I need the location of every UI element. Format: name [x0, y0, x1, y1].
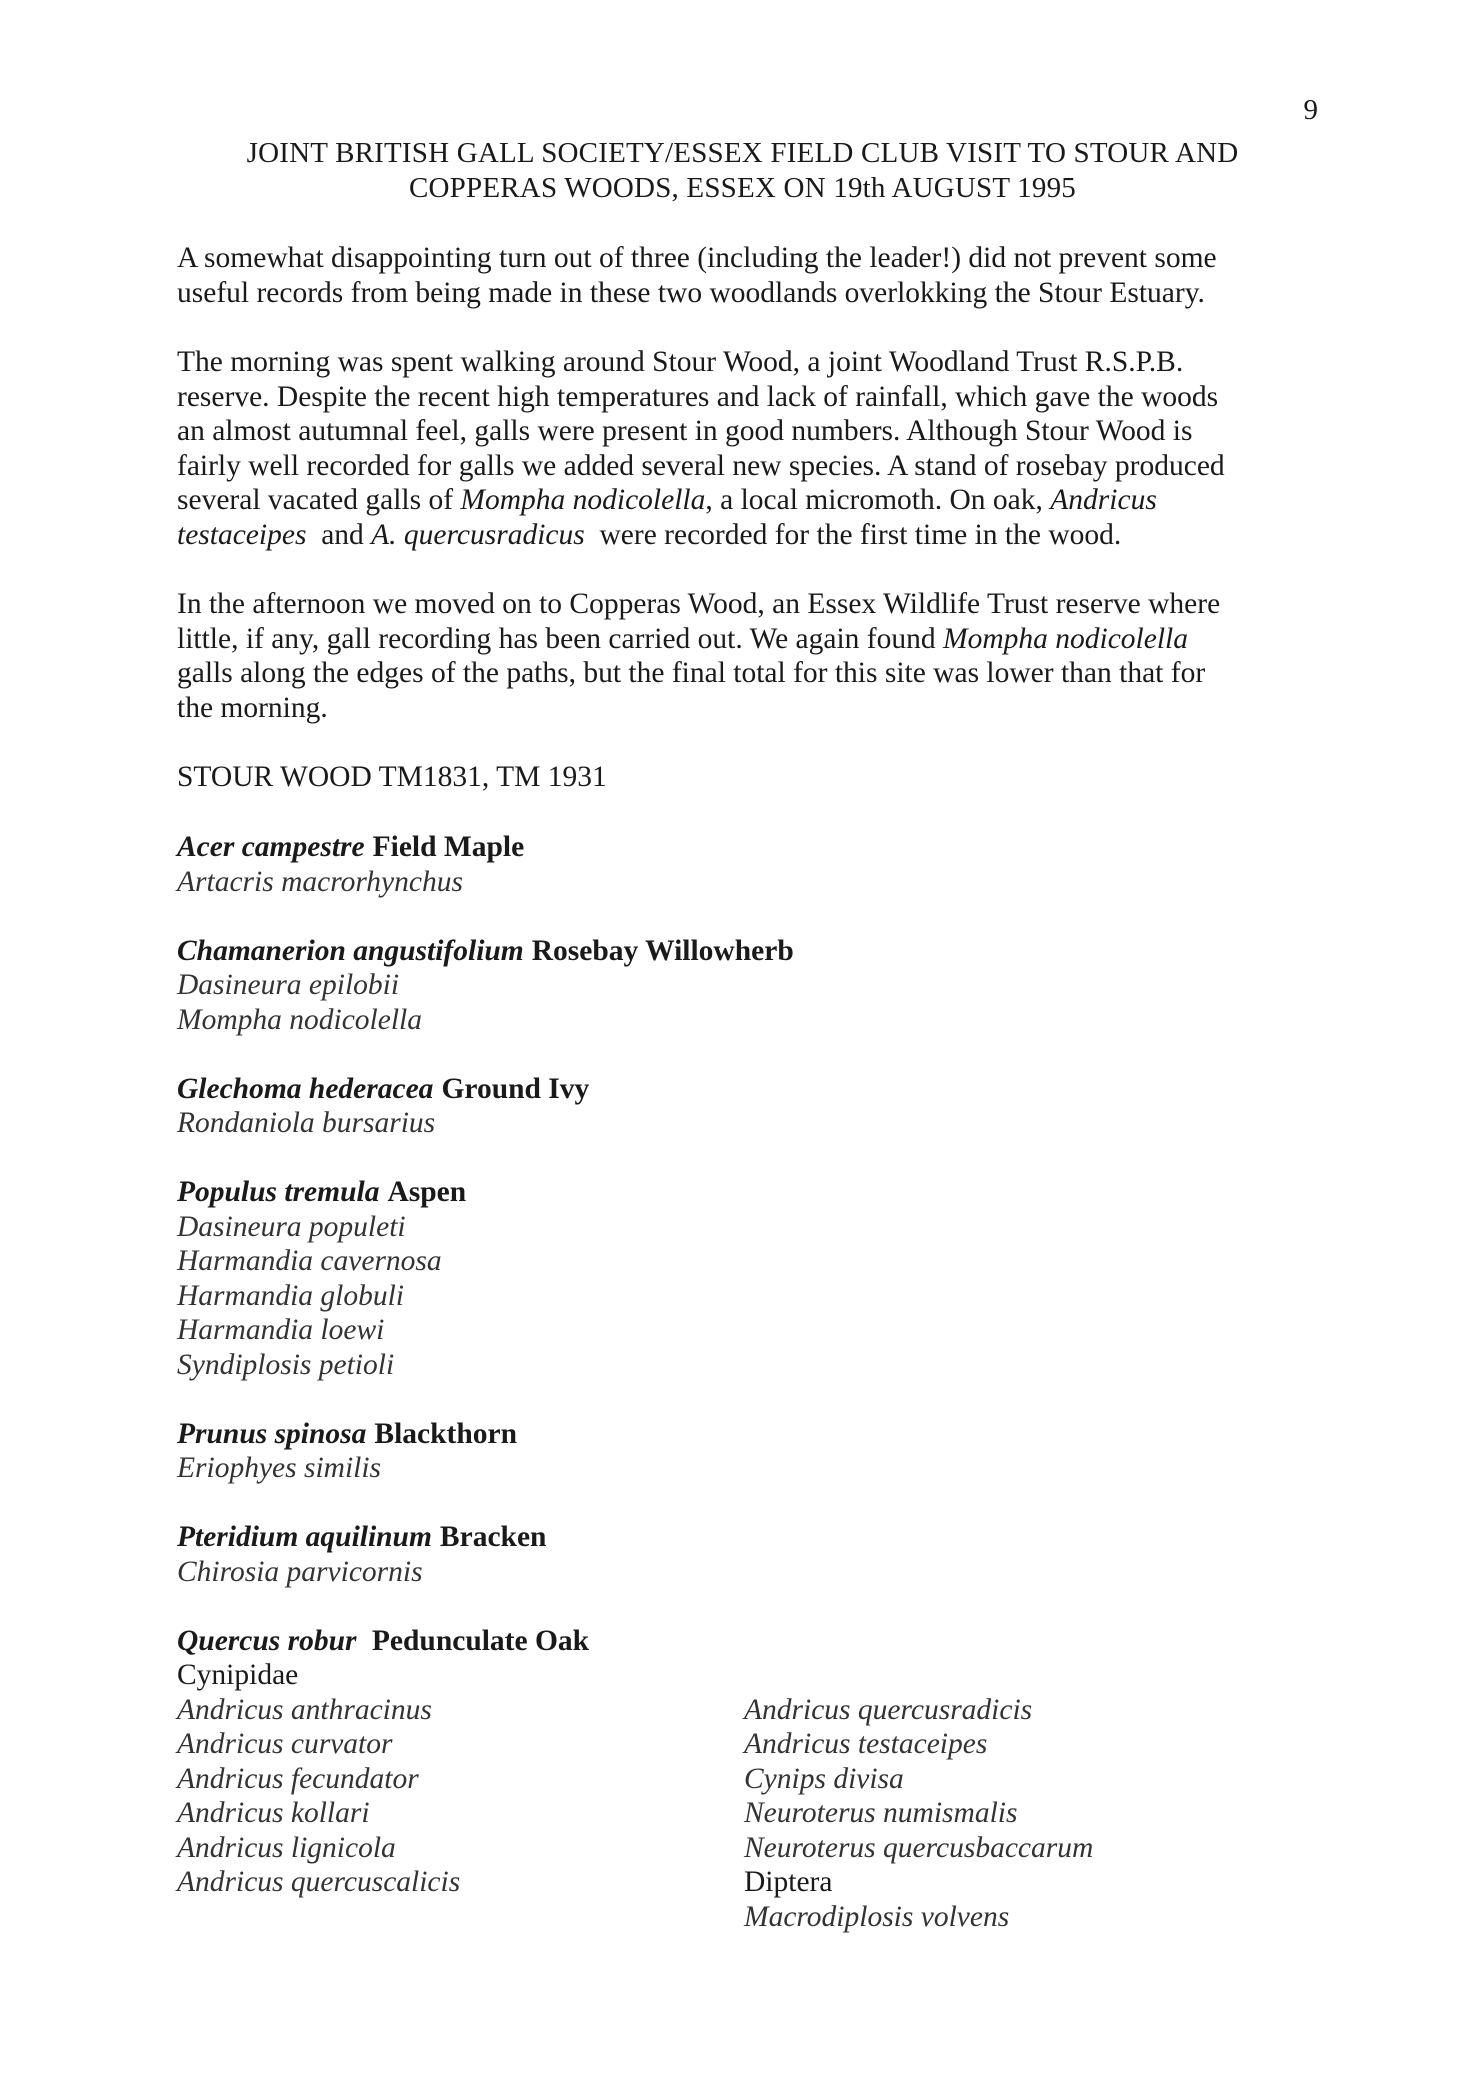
host-heading — [177, 1072, 1347, 1107]
title-line-2: COPPERAS WOODS, ESSEX ON 19th AUGUST 1995 — [409, 172, 1076, 204]
gall-species: Mompha nodicolella — [177, 1003, 422, 1036]
host-blocks — [177, 830, 1347, 1589]
page-number: 9 — [1303, 94, 1318, 126]
gall-species: Neuroterus quercusbaccarum — [744, 1831, 1094, 1864]
host-common-name: Pedunculate Oak — [371, 1624, 590, 1657]
host-scientific-name: Prunus spinosa — [177, 1417, 367, 1450]
host-scientific-name: Pteridium aquilinum — [177, 1521, 432, 1553]
intro-paragraph — [177, 241, 1347, 310]
morning-paragraph — [177, 345, 1347, 552]
intro-line-1: A somewhat disappointing turn out of three (including the leader!) did not prevent some — [177, 242, 1217, 274]
afternoon-line-2 — [177, 622, 1347, 657]
species-ref-quercusradicus: A. quercusradicus — [371, 518, 585, 551]
afternoon-paragraph — [177, 587, 1347, 725]
document-title — [175, 136, 1310, 206]
host-common-name: Field Maple — [372, 831, 525, 863]
species-ref-testaceipes: testaceipes — [177, 518, 307, 551]
gall-species: Neuroterus numismalis — [744, 1797, 1018, 1829]
site-heading: STOUR WOOD TM1831, TM 1931 — [177, 761, 607, 793]
host-scientific-name: Chamanerion angustifolium — [177, 934, 524, 967]
host-block — [177, 1417, 1347, 1486]
afternoon-line-3: galls along the edges of the paths, but the final total for this site was lower than that for — [177, 657, 1206, 689]
afternoon-line-4: the morning. — [177, 691, 328, 724]
host-scientific-name: Glechoma hederacea — [177, 1072, 434, 1105]
family-diptera: Diptera — [744, 1866, 833, 1898]
species-ref-andricus: Andricus — [1050, 484, 1157, 516]
morning-line-5-c: , a local micromoth. On oak, — [705, 484, 1051, 516]
host-heading — [177, 1175, 1347, 1210]
morning-line-6-b: and — [306, 518, 372, 551]
gall-species: Eriophyes similis — [177, 1452, 382, 1484]
morning-line-2: reserve. Despite the recent high temperatures and lack of rainfall, which gave the woods — [177, 380, 1219, 413]
gall-species: Andricus quercusradicis — [744, 1693, 1033, 1726]
morning-line-6-d: were recorded for the first time in the wood. — [584, 518, 1122, 551]
oak-gall-column-2 — [744, 1658, 1304, 1934]
host-block-oak — [177, 1624, 1347, 1935]
host-block — [177, 1175, 1347, 1382]
gall-species: Syndiplosis petioli — [177, 1348, 395, 1381]
gall-species: Dasineura epilobii — [177, 969, 400, 1001]
host-common-name: Blackthorn — [374, 1417, 517, 1450]
host-scientific-name: Populus tremula — [177, 1176, 380, 1208]
host-scientific-name: Acer campestre — [177, 831, 365, 863]
host-heading — [177, 1417, 1347, 1452]
morning-line-5-a: several vacated galls of — [177, 484, 461, 516]
gall-species: Andricus fecundator — [177, 1762, 419, 1795]
host-common-name: Ground Ivy — [441, 1072, 590, 1105]
morning-line-5 — [177, 483, 1347, 518]
host-heading — [177, 830, 1347, 865]
morning-line-3: an almost autumnal feel, galls were present in good numbers. Although Stour Wood is — [177, 415, 1193, 447]
gall-species: Harmandia cavernosa — [177, 1245, 442, 1277]
host-scientific-name: Quercus robur — [177, 1624, 357, 1657]
host-heading — [177, 934, 1347, 969]
species-ref-mompha-2: Mompha nodicolella — [943, 622, 1188, 655]
species-ref-mompha: Mompha nodicolella — [460, 484, 706, 516]
host-common-name: Rosebay Willowherb — [531, 934, 794, 967]
morning-line-4: fairly well recorded for galls we added several new species. A stand of rosebay produced — [177, 449, 1225, 482]
gall-species: Harmandia loewi — [177, 1314, 385, 1346]
title-line-1: JOINT BRITISH GALL SOCIETY/ESSEX FIELD CLUB VISIT TO STOUR AND — [246, 137, 1239, 169]
host-block — [177, 934, 1347, 1038]
host-common-name: Aspen — [387, 1176, 467, 1208]
gall-species: Andricus curvator — [177, 1728, 393, 1760]
gall-species: Andricus anthracinus — [177, 1693, 432, 1726]
gall-species: Dasineura populeti — [177, 1210, 406, 1243]
oak-gall-column-1 — [177, 1693, 744, 1935]
gall-species: Andricus lignicola — [177, 1831, 396, 1864]
oak-gall-columns — [177, 1693, 1347, 1935]
host-heading — [177, 1520, 1347, 1555]
gall-species: Macrodiplosis volvens — [744, 1900, 1010, 1933]
gall-species: Harmandia globuli — [177, 1279, 404, 1312]
gall-species: Rondaniola bursarius — [177, 1107, 436, 1139]
host-common-name: Bracken — [439, 1521, 547, 1553]
gall-species: Chirosia parvicornis — [177, 1555, 423, 1588]
host-block — [177, 830, 1347, 899]
gall-species: Artacris macrorhynchus — [177, 865, 463, 898]
gall-species: Cynips divisa — [744, 1762, 904, 1795]
morning-line-1: The morning was spent walking around Stour Wood, a joint Woodland Trust R.S.P.B. — [177, 346, 1184, 378]
host-block — [177, 1520, 1347, 1589]
host-block — [177, 1072, 1347, 1141]
gall-species: Andricus testaceipes — [744, 1728, 988, 1760]
intro-line-2: useful records from being made in these two woodlands overlokking the Stour Estuary. — [177, 276, 1205, 309]
afternoon-line-2-a: little, if any, gall recording has been carried out. We again found — [177, 622, 943, 655]
species-list — [177, 830, 1347, 1969]
morning-line-6 — [177, 518, 1347, 553]
family-cynipidae: Cynipidae — [177, 1659, 299, 1691]
gall-species: Andricus quercuscalicis — [177, 1866, 461, 1898]
host-heading-oak — [177, 1624, 1347, 1659]
gall-species: Andricus kollari — [177, 1797, 370, 1829]
afternoon-line-1: In the afternoon we moved on to Copperas Wood, an Essex Wildlife Trust reserve where — [177, 588, 1221, 620]
